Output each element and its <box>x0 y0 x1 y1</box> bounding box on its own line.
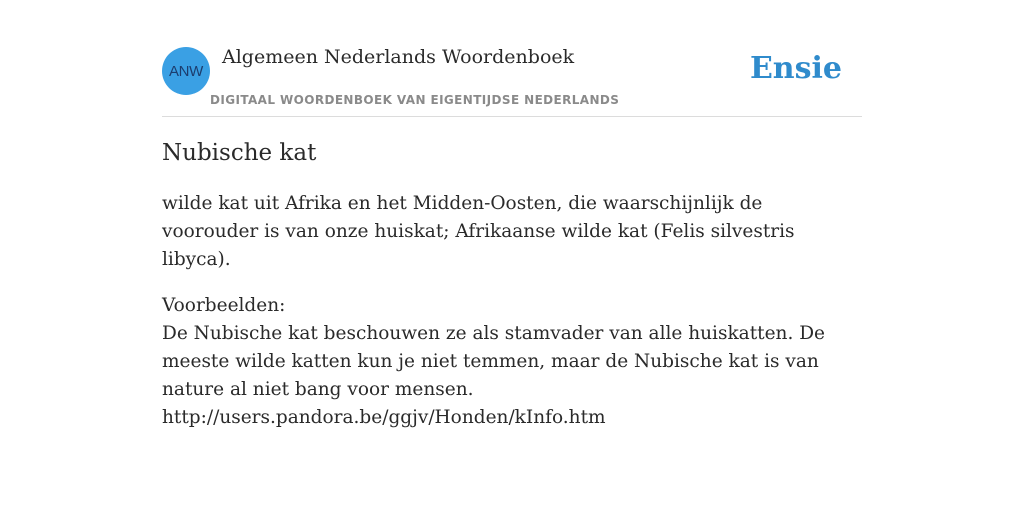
page-container <box>162 0 862 432</box>
examples-label: Voorbeelden: <box>162 295 286 316</box>
logo-text: ANW <box>168 62 204 80</box>
anw-logo[interactable] <box>162 47 210 95</box>
examples-section <box>162 292 862 432</box>
entry-term: Nubische kat <box>162 140 317 166</box>
ensie-brand-link[interactable]: Ensie <box>749 51 842 86</box>
source-url: http://users.pandora.be/ggjv/Honden/kInfo.htm <box>162 407 606 428</box>
site-subtitle: DIGITAAL WOORDENBOEK VAN EIGENTIJDSE NEDERLANDS <box>210 93 620 107</box>
site-title[interactable]: Algemeen Nederlands Woordenboek <box>222 46 575 68</box>
example-text: De Nubische kat beschouwen ze als stamvader van alle huiskatten. De meeste wilde katten kun je niet temmen, maar de Nubische kat is van nature al niet bang voor mensen. <box>162 323 825 400</box>
entry-definition: wilde kat uit Afrika en het Midden-Oosten, die waarschijnlijk de voorouder is van onze huiskat; Afrikaanse wilde kat (Felis silvestris libyca). <box>162 193 795 270</box>
header <box>162 0 862 117</box>
